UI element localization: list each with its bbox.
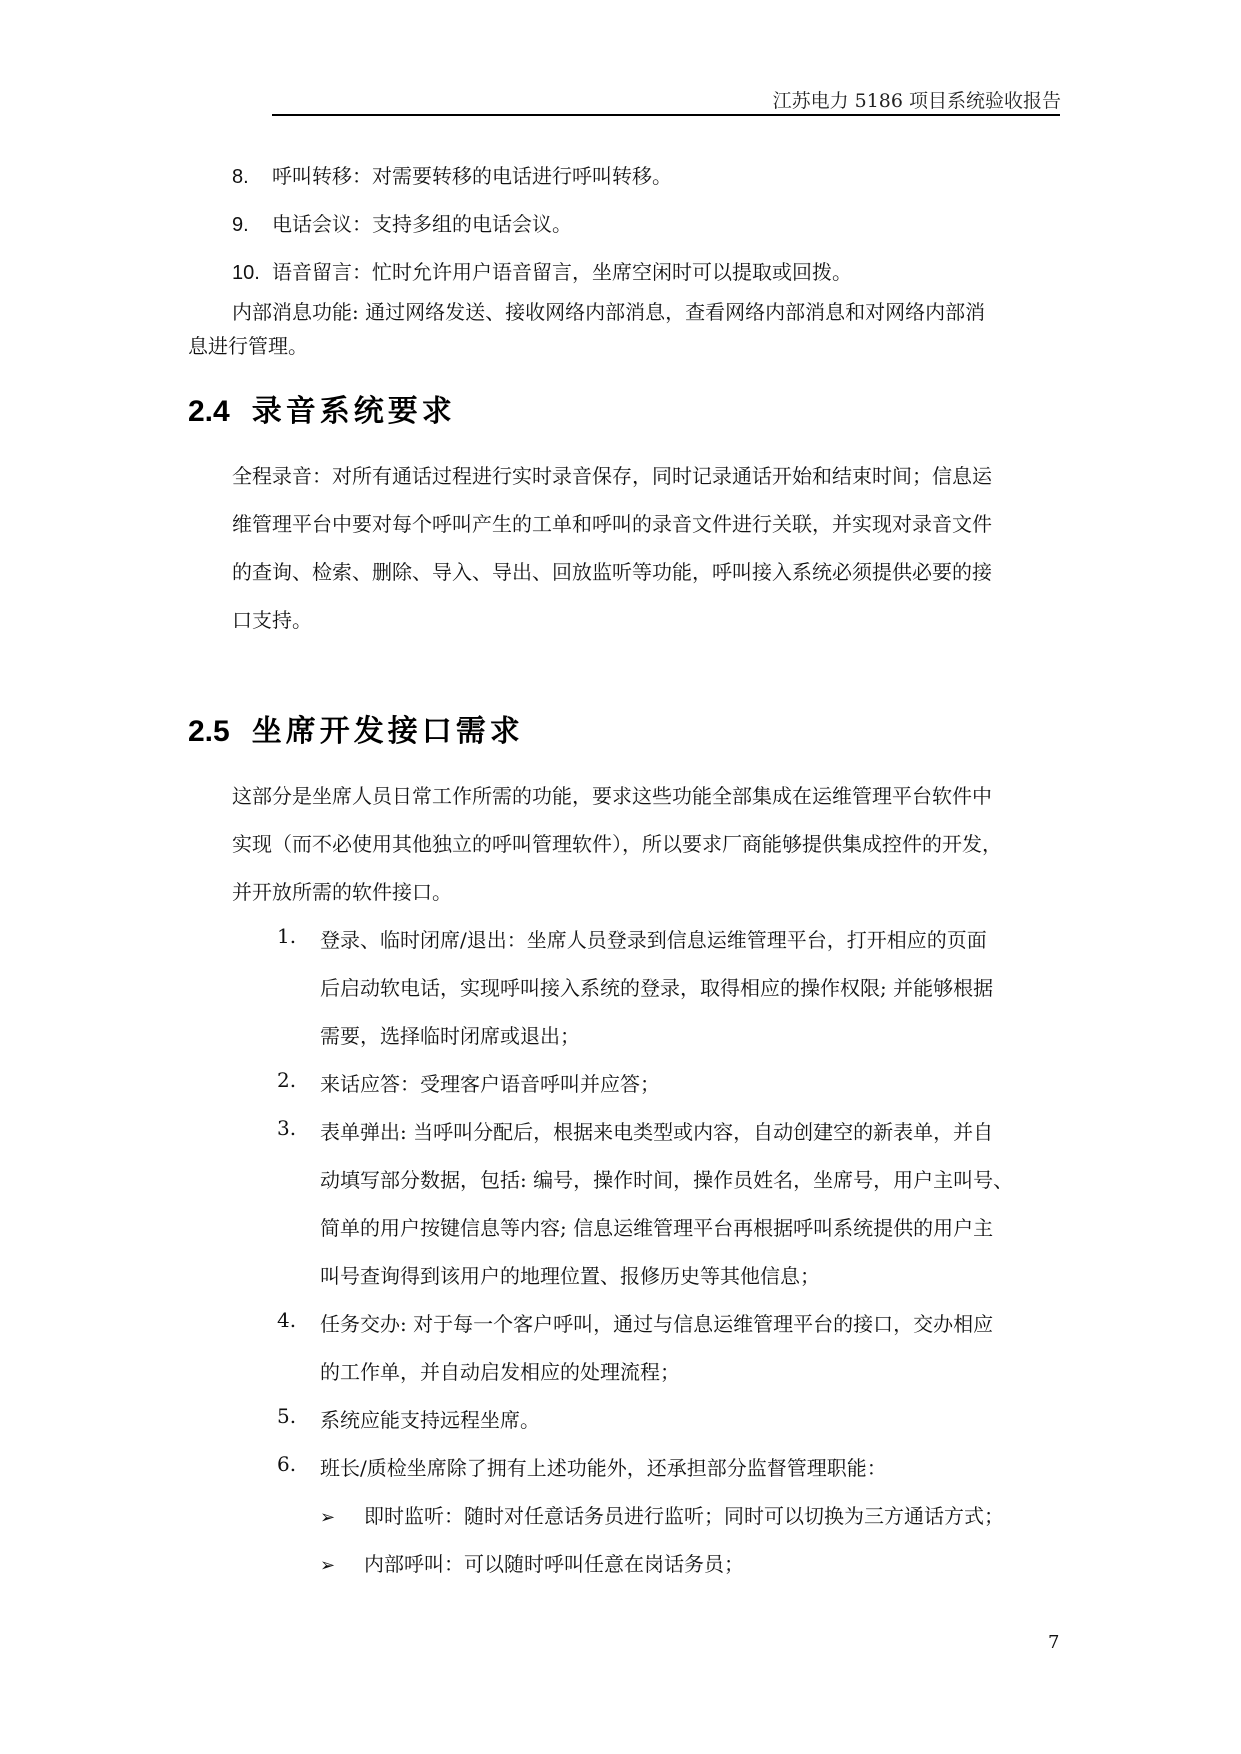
paragraph-line: 口支持。 [232,608,312,632]
list-item-number: 4. [277,1308,297,1332]
running-header-title: 江苏电力 5186 项目系统验收报告 [772,90,1061,112]
sub-list-item [320,1500,1004,1529]
list-item-number: 10. [232,262,260,284]
sub-list-item-text: 即时监听：随时对任意话务员进行监听；同时可以切换为三方通话方式； [364,1504,1004,1528]
list-item-number: 3. [277,1116,297,1140]
paragraph-line: 实现（而不必使用其他独立的呼叫管理软件），所以要求厂商能够提供集成控件的开发， [232,832,1002,856]
list-item-text: 动填写部分数据，包括: 编号，操作时间，操作员姓名，坐席号，用户主叫号、 [320,1168,1014,1192]
list-item-text: 任务交办: 对于每一个客户呼叫，通过与信息运维管理平台的接口，交办相应 [320,1312,994,1336]
paragraph-line: 的查询、检索、删除、导入、导出、回放监听等功能，呼叫接入系统必须提供必要的接 [232,560,992,584]
list-item-text: 呼叫转移：对需要转移的电话进行呼叫转移。 [272,164,672,188]
list-item-text: 来话应答：受理客户语音呼叫并应答； [320,1072,660,1096]
arrow-bullet-icon: ➢ [320,1555,336,1576]
paragraph-line: 这部分是坐席人员日常工作所需的功能，要求这些功能全部集成在运维管理平台软件中 [232,784,992,808]
section-heading [188,706,524,750]
list-item-text: 叫号查询得到该用户的地理位置、报修历史等其他信息； [320,1264,820,1288]
section-title: 坐席开发接口需求 [251,714,524,749]
list-item-text: 电话会议：支持多组的电话会议。 [272,212,572,236]
arrow-bullet-icon: ➢ [320,1507,336,1528]
list-item [232,256,852,285]
list-item-number: 2. [277,1068,297,1092]
list-item-text: 的工作单，并自动启发相应的处理流程； [320,1360,680,1384]
page-number: 7 [1048,1632,1060,1653]
list-item-number: 1. [277,924,297,948]
paragraph-line: 全程录音：对所有通话过程进行实时录音保存，同时记录通话开始和结束时间；信息运 [232,464,992,488]
paragraph-line: 息进行管理。 [188,334,308,358]
section-number: 2.5 [188,715,230,748]
list-item-number: 5. [277,1404,297,1428]
sub-list-item [320,1548,744,1577]
list-item-text: 需要，选择临时闭席或退出； [320,1024,580,1048]
header-rule [272,114,1060,116]
section-heading [188,386,456,430]
list-item-text: 系统应能支持远程坐席。 [320,1408,540,1432]
list-item [232,160,672,189]
paragraph-line: 维管理平台中要对每个呼叫产生的工单和呼叫的录音文件进行关联，并实现对录音文件 [232,512,992,536]
section-title: 录音系统要求 [251,394,456,429]
sub-list-item-text: 内部呼叫：可以随时呼叫任意在岗话务员； [364,1552,744,1576]
list-item-text: 登录、临时闭席/退出：坐席人员登录到信息运维管理平台，打开相应的页面 [320,928,987,952]
list-item-text: 表单弹出: 当呼叫分配后，根据来电类型或内容，自动创建空的新表单，并自 [320,1120,994,1144]
section-number: 2.4 [188,395,230,428]
list-item-number: 8. [232,166,249,188]
paragraph-line: 内部消息功能: 通过网络发送、接收网络内部消息，查看网络内部消息和对网络内部消 [232,300,986,324]
list-item-number: 6. [277,1452,297,1476]
list-item-text: 语音留言：忙时允许用户语音留言，坐席空闲时可以提取或回拨。 [272,260,852,284]
list-item-number: 9. [232,214,249,236]
list-item-text: 班长/质检坐席除了拥有上述功能外，还承担部分监督管理职能： [320,1456,887,1480]
list-item-text: 简单的用户按键信息等内容; 信息运维管理平台再根据呼叫系统提供的用户主 [320,1216,994,1240]
list-item [232,208,572,237]
paragraph-line: 并开放所需的软件接口。 [232,880,452,904]
list-item-text: 后启动软电话，实现呼叫接入系统的登录，取得相应的操作权限; 并能够根据 [320,976,994,1000]
